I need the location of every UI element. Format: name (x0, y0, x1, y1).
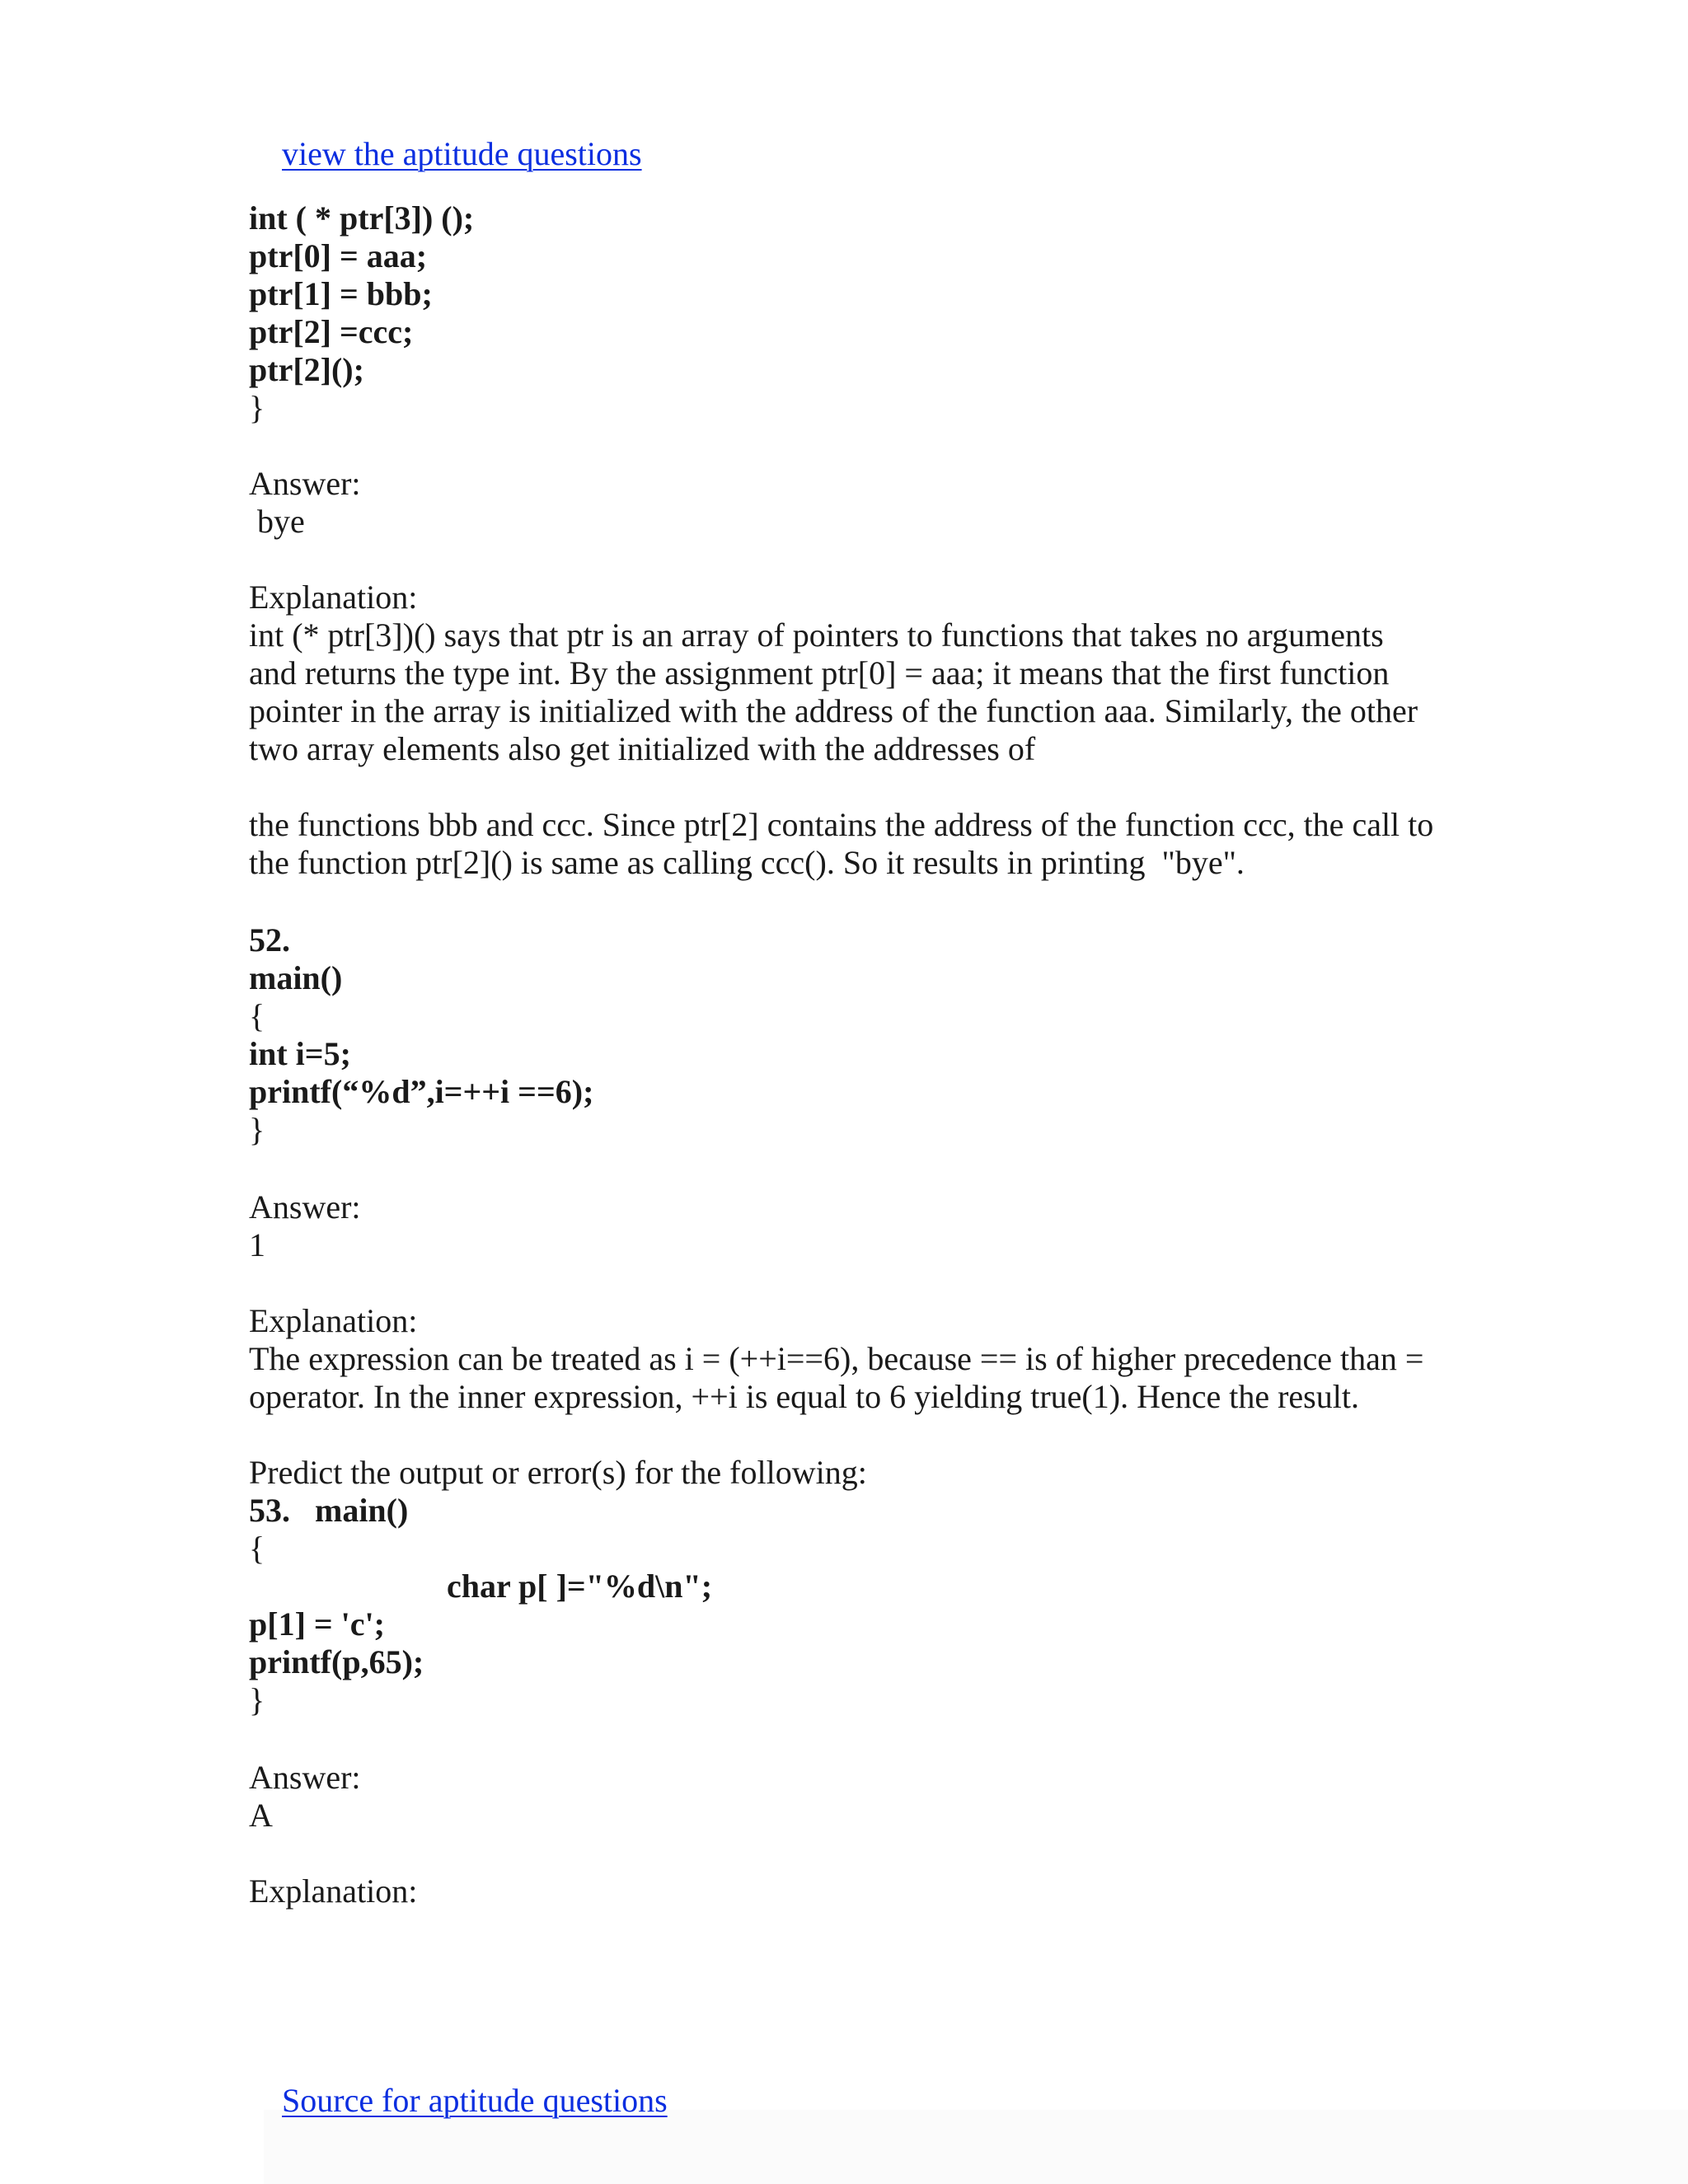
answer-value: A (249, 1797, 273, 1834)
view-aptitude-questions-link[interactable]: view the aptitude questions (282, 135, 642, 172)
explanation-label: Explanation: (249, 1872, 418, 1910)
code-line: int i=5; (249, 1035, 351, 1072)
explanation-line: operator. In the inner expression, ++i is equal to 6 yielding true(1). Hence the result. (249, 1378, 1359, 1415)
code-line: } (249, 1681, 265, 1718)
code-line: { (249, 997, 265, 1034)
code-line: ptr[2](); (249, 351, 364, 388)
code-line: { (249, 1530, 265, 1567)
code-line: main() (249, 959, 343, 996)
explanation-label: Explanation: (249, 579, 418, 616)
code-line: char p[ ]="%d\n"; (447, 1568, 713, 1605)
explanation-line: pointer in the array is initialized with the address of the function aaa. Similarly, the other (249, 692, 1418, 729)
code-line: } (249, 1111, 265, 1148)
question-number: 52. (249, 921, 290, 958)
code-line: int ( * ptr[3]) (); (249, 199, 475, 237)
source-aptitude-questions-link[interactable]: Source for aptitude questions (282, 2082, 668, 2119)
code-line: ptr[1] = bbb; (249, 275, 433, 312)
answer-label: Answer: (249, 1188, 361, 1226)
question-header: 53. main() (249, 1492, 409, 1529)
answer-label: Answer: (249, 1759, 361, 1796)
explanation-line: the functions bbb and ccc. Since ptr[2] contains the address of the function ccc, the call to (249, 806, 1434, 843)
explanation-line: The expression can be treated as i = (++i==6), because == is of higher precedence than = (249, 1340, 1424, 1377)
explanation-line: and returns the type int. By the assignment ptr[0] = aaa; it means that the first function (249, 654, 1390, 691)
question-prompt: Predict the output or error(s) for the following: (249, 1454, 867, 1491)
code-line: ptr[2] =ccc; (249, 313, 414, 350)
explanation-label: Explanation: (249, 1302, 418, 1339)
code-line: printf(“%d”,i=++i ==6); (249, 1073, 594, 1110)
bottom-link-line (249, 2044, 668, 2158)
code-line: ptr[0] = aaa; (249, 237, 428, 274)
answer-value: bye (249, 503, 305, 540)
explanation-line: the function ptr[2]() is same as calling ccc(). So it results in printing "bye". (249, 844, 1245, 881)
explanation-line: two array elements also get initialized with the addresses of (249, 730, 1036, 767)
code-line: p[1] = 'c'; (249, 1605, 385, 1643)
code-line: printf(p,65); (249, 1643, 424, 1680)
top-link-line (249, 97, 642, 211)
code-line: } (249, 389, 265, 426)
answer-value: 1 (249, 1226, 265, 1263)
explanation-line: int (* ptr[3])() says that ptr is an array of pointers to functions that takes no arguments (249, 616, 1384, 654)
answer-label: Answer: (249, 465, 361, 502)
